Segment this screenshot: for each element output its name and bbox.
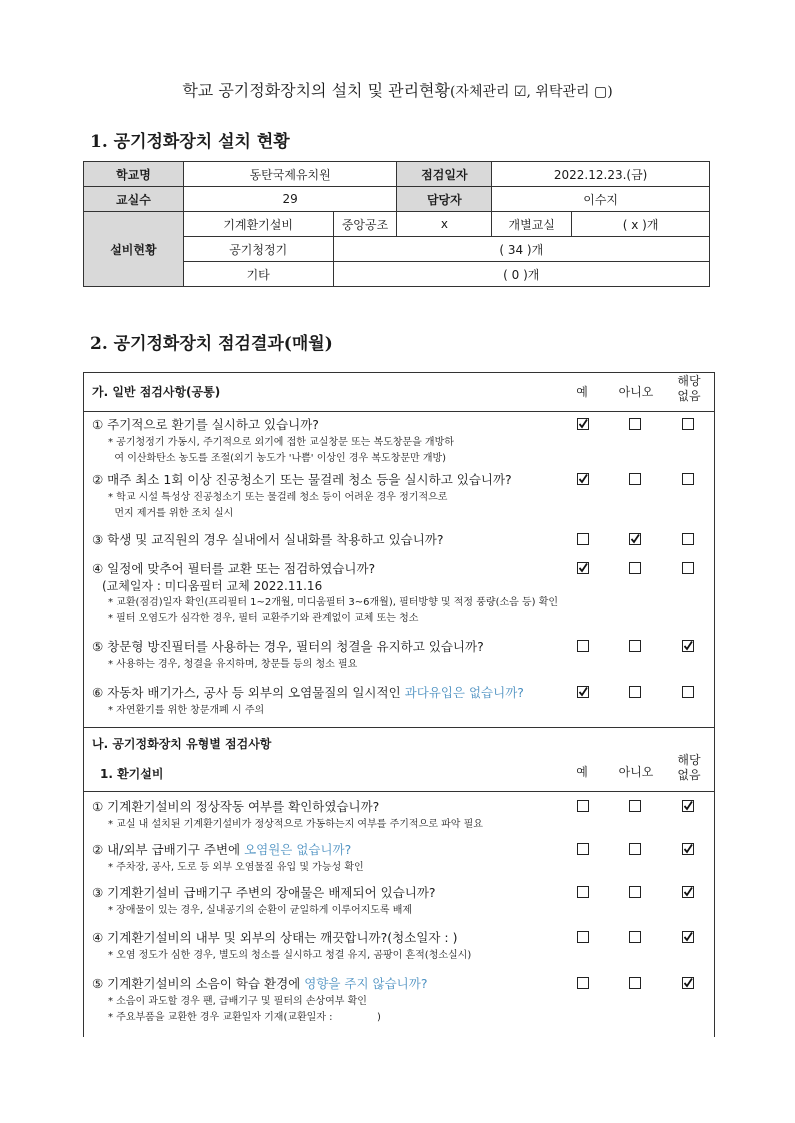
question-text	[92, 974, 427, 992]
equipment-label: 설비현황	[84, 212, 184, 287]
section1-heading: 1. 공기정화장치 설치 현황	[90, 132, 290, 152]
question-note: * 장애물이 있는 경우, 실내공기의 순환이 균일하게 이루어지도록 배제	[108, 905, 413, 916]
purifier-label: 공기청정기	[183, 237, 333, 262]
question-text	[92, 637, 484, 655]
checkbox-no[interactable]	[629, 418, 641, 430]
checkbox-na[interactable]	[682, 977, 694, 989]
individual-value: ( x )개	[572, 212, 710, 237]
question-note: * 교환(점검)일자 확인(프리필터 1~2개월, 미디움필터 3~6개월), 필터방향 및 적정 풍량(소음 등) 확인	[108, 597, 559, 608]
checkbox-na[interactable]	[682, 418, 694, 430]
checkbox-na[interactable]	[682, 800, 694, 812]
col-no-b: 아니오	[618, 765, 654, 779]
question-note: * 필터 오염도가 심각한 경우, 필터 교환주기와 관계없이 교체 또는 청소	[108, 613, 419, 624]
checkbox-yes[interactable]	[577, 886, 589, 898]
checkbox-na[interactable]	[682, 686, 694, 698]
checkbox-no[interactable]	[629, 686, 641, 698]
col-na-a: 해당 없음	[677, 374, 701, 403]
checkbox-no[interactable]	[629, 977, 641, 989]
question-note: * 오염 정도가 심한 경우, 별도의 청소를 실시하고 청결 유지, 곰팡이 흔적(청소실시)	[108, 950, 472, 961]
question-note: (교체일자 : 미디움필터 교체 2022.11.16	[102, 579, 323, 593]
col-yes-a: 예	[576, 385, 588, 399]
document-title	[0, 78, 795, 101]
checkbox-na[interactable]	[682, 562, 694, 574]
question-highlight: 오염원은 없습니까?	[244, 842, 352, 857]
school-value: 동탄국제유치원	[183, 162, 397, 187]
installation-table	[83, 161, 710, 287]
checkbox-na[interactable]	[682, 886, 694, 898]
question-label: ③ 학생 및 교직원의 경우 실내에서 실내화를 착용하고 있습니까?	[92, 532, 444, 547]
checkbox-yes[interactable]	[577, 800, 589, 812]
col-no-a: 아니오	[618, 385, 654, 399]
question-text	[92, 840, 351, 858]
checkbox-no[interactable]	[629, 562, 641, 574]
question-label: ① 주기적으로 환기를 실시하고 있습니까?	[92, 417, 319, 432]
checkbox-yes[interactable]	[577, 931, 589, 943]
inspection-box	[83, 372, 715, 1037]
question-text	[92, 530, 444, 548]
checkbox-no[interactable]	[629, 533, 641, 545]
part-b-subtitle: 1. 환기설비	[100, 767, 164, 781]
checkbox-yes[interactable]	[577, 418, 589, 430]
question-label: ③ 기계환기설비 급배기구 주변의 장애물은 배제되어 있습니까?	[92, 885, 436, 900]
part-b-title: 나. 공기정화장치 유형별 점검사항	[92, 737, 272, 751]
question-label: ① 기계환기설비의 정상작동 여부를 확인하였습니까?	[92, 799, 380, 814]
question-label: ② 매주 최소 1회 이상 진공청소기 또는 물걸레 청소 등을 실시하고 있습니까?	[92, 472, 512, 487]
checkbox-yes[interactable]	[577, 533, 589, 545]
question-label: ⑥ 자동차 배기가스, 공사 등 외부의 오염물질의 일시적인	[92, 685, 405, 700]
question-text	[92, 883, 436, 901]
manager-value: 이수지	[492, 187, 710, 212]
checkbox-yes[interactable]	[577, 640, 589, 652]
question-text	[92, 683, 524, 701]
question-text	[92, 415, 319, 433]
question-note: * 주요부품을 교환한 경우 교환일자 기재(교환일자 : )	[108, 1012, 381, 1023]
part-divider	[84, 727, 714, 728]
part-a-title: 가. 일반 점검사항(공통)	[92, 385, 221, 399]
checkbox-no[interactable]	[629, 886, 641, 898]
question-note: * 주차장, 공사, 도로 등 외부 오염물질 유입 및 가능성 확인	[108, 862, 364, 873]
question-note: * 자연환기를 위한 창문개폐 시 주의	[108, 705, 265, 716]
question-note: * 학교 시설 특성상 진공청소기 또는 물걸레 청소 등이 어려운 경우 정기적으로	[108, 492, 448, 503]
question-note: 여 이산화탄소 농도를 조절(외기 농도가 '나쁨' 이상인 경우 복도창문만 개방)	[108, 453, 447, 464]
col-yes-b: 예	[576, 765, 588, 779]
checkbox-yes[interactable]	[577, 562, 589, 574]
other-label: 기타	[183, 262, 333, 287]
question-label: ⑤ 기계환기설비의 소음이 학습 환경에	[92, 976, 305, 991]
header-divider-b	[84, 791, 714, 792]
question-label: ⑤ 창문형 방진필터를 사용하는 경우, 필터의 청결을 유지하고 있습니까?	[92, 639, 484, 654]
classrooms-label: 교실수	[84, 187, 184, 212]
individual-label: 개별교실	[492, 212, 572, 237]
question-highlight: 영향을 주지 않습니까?	[304, 976, 428, 991]
checkbox-no[interactable]	[629, 843, 641, 855]
question-label: ④ 일정에 맞추어 필터를 교환 또는 점검하였습니까?	[92, 561, 376, 576]
question-label: ② 내/외부 급배기구 주변에	[92, 842, 245, 857]
question-note: * 교실 내 설치된 기계환기설비가 정상적으로 가동하는지 여부를 주기적으로 파악 필요	[108, 819, 483, 830]
title-main: 학교 공기정화장치의 설치 및 관리현황	[182, 81, 450, 100]
checkbox-na[interactable]	[682, 931, 694, 943]
question-highlight: 과다유입은 없습니까?	[404, 685, 524, 700]
checkbox-no[interactable]	[629, 931, 641, 943]
checkbox-na[interactable]	[682, 843, 694, 855]
checkbox-yes[interactable]	[577, 686, 589, 698]
central-value: x	[397, 212, 492, 237]
purifier-value: ( 34 )개	[333, 237, 709, 262]
checkbox-no[interactable]	[629, 473, 641, 485]
checkbox-yes[interactable]	[577, 473, 589, 485]
question-text	[92, 470, 512, 488]
date-value: 2022.12.23.(금)	[492, 162, 710, 187]
other-value: ( 0 )개	[333, 262, 709, 287]
question-note: 먼지 제거를 위한 조치 실시	[108, 508, 234, 519]
checkbox-na[interactable]	[682, 533, 694, 545]
question-note: * 소음이 과도할 경우 팬, 급배기구 및 필터의 손상여부 확인	[108, 996, 367, 1007]
date-label: 점검일자	[397, 162, 492, 187]
checkbox-na[interactable]	[682, 473, 694, 485]
section2-heading: 2. 공기정화장치 점검결과(매월)	[90, 334, 333, 354]
manager-label: 담당자	[397, 187, 492, 212]
school-label: 학교명	[84, 162, 184, 187]
question-label: ④ 기계환기설비의 내부 및 외부의 상태는 깨끗합니까?(청소일자 : )	[92, 930, 458, 945]
title-suffix: (자체관리 ☑, 위탁관리 ▢)	[449, 84, 613, 100]
central-label: 중앙공조	[333, 212, 397, 237]
checkbox-no[interactable]	[629, 800, 641, 812]
header-divider-a	[84, 411, 714, 412]
question-text	[92, 797, 379, 815]
col-na-b: 해당 없음	[677, 753, 701, 782]
checkbox-yes[interactable]	[577, 843, 589, 855]
question-text	[92, 559, 375, 577]
question-note: * 공기청정기 가동시, 주기적으로 외기에 접한 교실창문 또는 복도창문을 개방하	[108, 437, 454, 448]
checkbox-yes[interactable]	[577, 977, 589, 989]
question-note: * 사용하는 경우, 청결을 유지하며, 창문틀 등의 청소 필요	[108, 659, 358, 670]
question-text	[92, 928, 457, 946]
checkbox-no[interactable]	[629, 640, 641, 652]
classrooms-value: 29	[183, 187, 397, 212]
checkbox-na[interactable]	[682, 640, 694, 652]
mech-vent-label: 기계환기설비	[183, 212, 333, 237]
